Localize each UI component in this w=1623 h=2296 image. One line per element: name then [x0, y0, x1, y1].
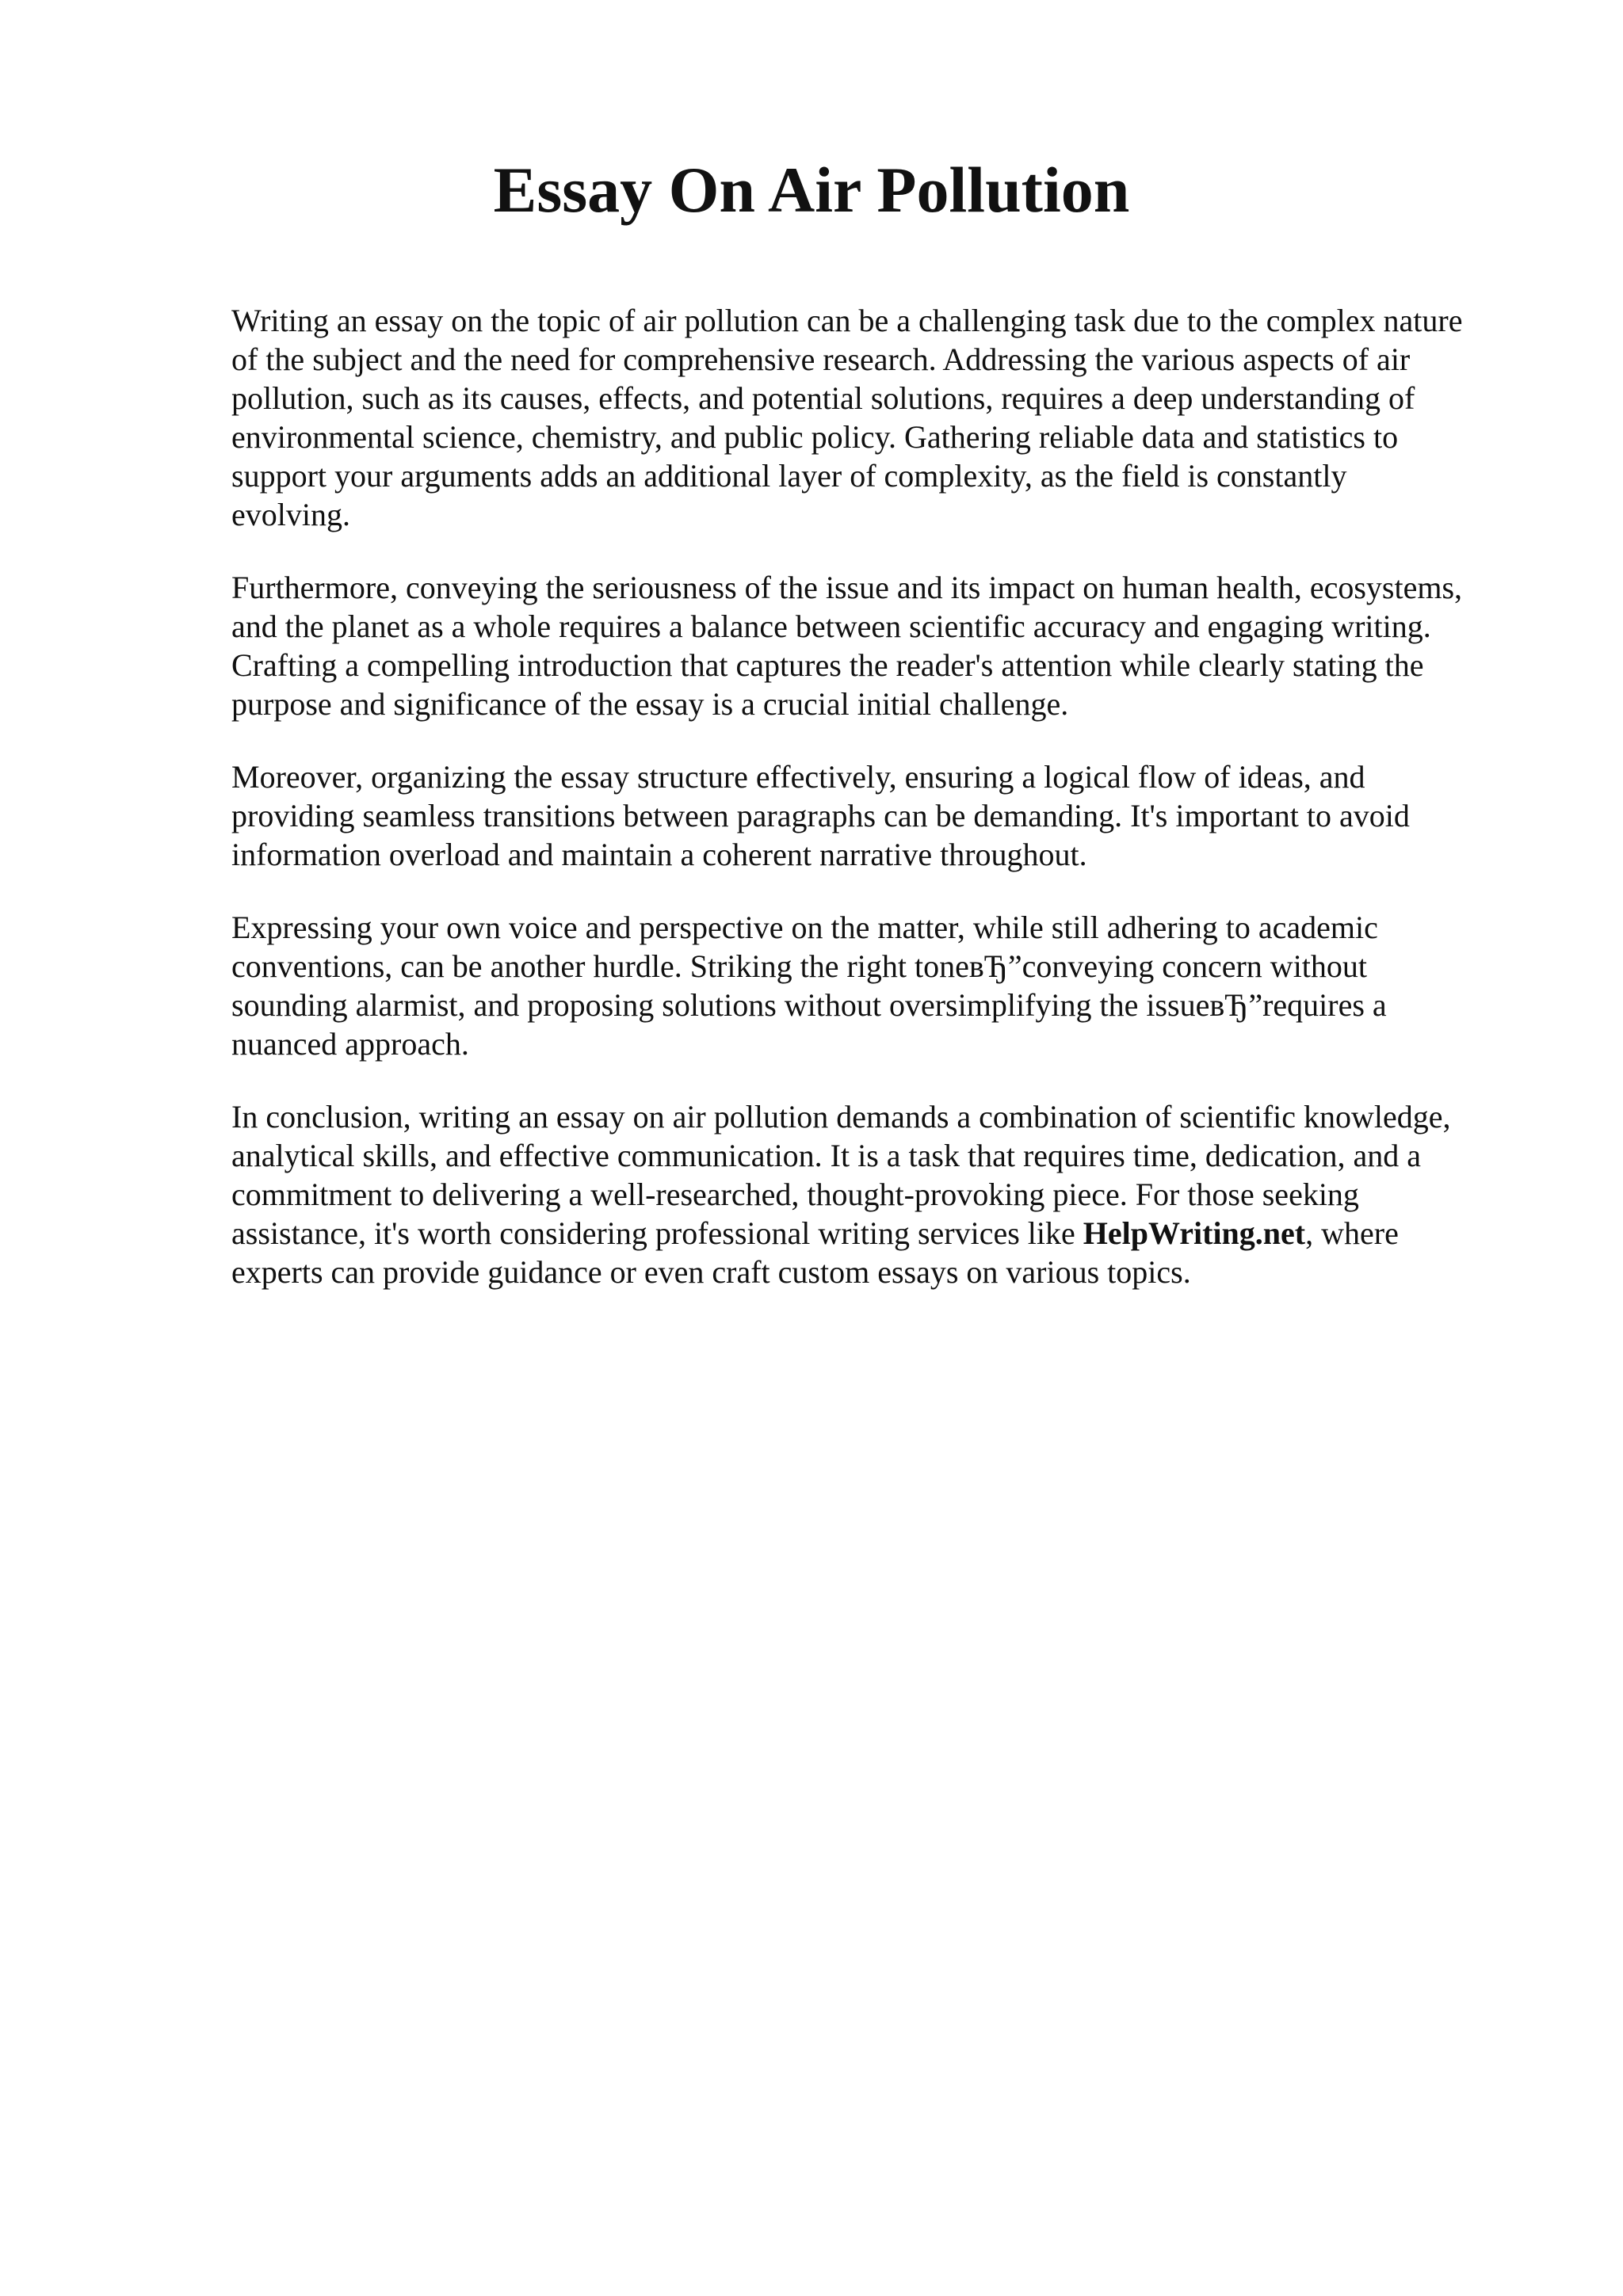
text-line: environmental science, chemistry, and public policy. Gathering reliable data and statistics to — [231, 419, 1399, 455]
text-line: pollution, such as its causes, effects, and potential solutions, requires a deep understanding of — [231, 380, 1415, 416]
text-line: nuanced approach. — [231, 1026, 469, 1062]
helpwriting-link[interactable]: HelpWriting.net — [1083, 1215, 1306, 1251]
text-line: Crafting a compelling introduction that captures the reader's attention while clearly stating the — [231, 647, 1424, 683]
page-title: Essay On Air Pollution — [493, 154, 1130, 226]
text-line: providing seamless transitions between paragraphs can be demanding. It's important to avoid — [231, 798, 1410, 833]
paragraph-3 — [231, 757, 1539, 874]
link-line-after: , where — [1305, 1215, 1399, 1251]
text-line-with-link — [231, 1214, 1539, 1253]
text-line: support your arguments adds an additional layer of complexity, as the field is constantly — [231, 458, 1347, 494]
text-line: conventions, can be another hurdle. Striking the right toneвЂ”conveying concern without — [231, 948, 1368, 984]
paragraph-4 — [231, 908, 1539, 1063]
paragraph-5 — [231, 1097, 1539, 1291]
text-line: Writing an essay on the topic of air pollution can be a challenging task due to the complex nature — [231, 303, 1463, 338]
text-line: In conclusion, writing an essay on air pollution demands a combination of scientific knowledge, — [231, 1099, 1451, 1135]
text-line: purpose and significance of the essay is a crucial initial challenge. — [231, 686, 1069, 722]
text-line: evolving. — [231, 497, 350, 532]
text-line: of the subject and the need for comprehensive research. Addressing the various aspects of air — [231, 341, 1411, 377]
text-line: Furthermore, conveying the seriousness of the issue and its impact on human health, ecosystems, — [231, 570, 1463, 605]
text-line: Expressing your own voice and perspective on the matter, while still adhering to academic — [231, 910, 1378, 945]
text-line: information overload and maintain a coherent narrative throughout. — [231, 837, 1087, 872]
text-line: experts can provide guidance or even craft custom essays on various topics. — [231, 1254, 1191, 1290]
text-line: and the planet as a whole requires a balance between scientific accuracy and engaging writing. — [231, 608, 1431, 644]
paragraph-1 — [231, 301, 1539, 534]
link-line-before: assistance, it's worth considering professional writing services like — [231, 1215, 1083, 1251]
text-line: commitment to delivering a well-researched, thought-provoking piece. For those seeking — [231, 1177, 1359, 1212]
text-line: analytical skills, and effective communication. It is a task that requires time, dedication, and a — [231, 1138, 1421, 1173]
paragraph-2 — [231, 568, 1539, 723]
essay-body — [231, 301, 1539, 1325]
text-line: Moreover, organizing the essay structure effectively, ensuring a logical flow of ideas, and — [231, 759, 1365, 795]
text-line: sounding alarmist, and proposing solutions without oversimplifying the issueвЂ”requires a — [231, 987, 1387, 1023]
